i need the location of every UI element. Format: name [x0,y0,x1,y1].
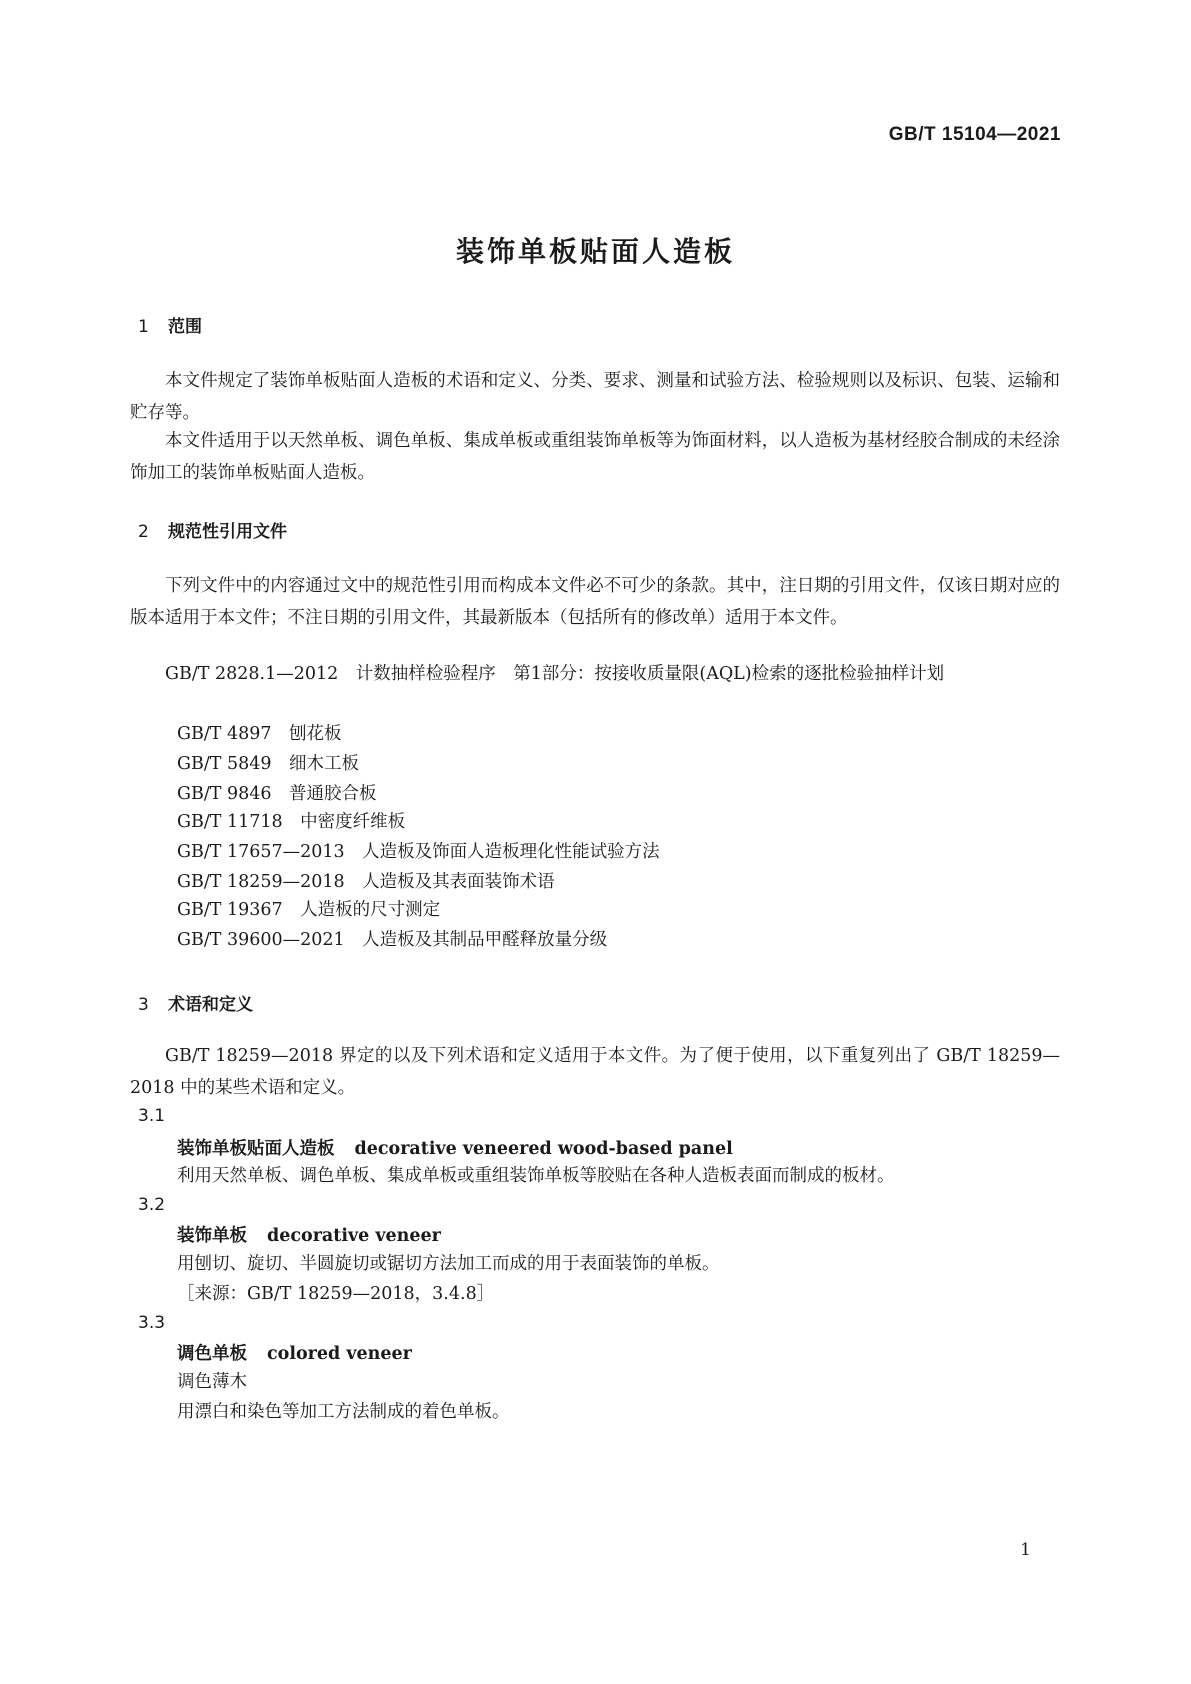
section-number: 2 [138,522,149,542]
term-definition: 用刨切、旋切、半圆旋切或锯切方法加工而成的用于表面装饰的单板。 [177,1254,720,1274]
section-1-heading [138,312,202,337]
section-3-heading [138,990,253,1015]
section-number: 1 [138,317,149,337]
term-heading [177,1340,412,1365]
page-number: 1 [1020,1540,1031,1560]
term-heading [177,1135,733,1160]
reference-item: GB/T 19367 人造板的尺寸测定 [177,900,441,920]
reference-item: GB/T 9846 普通胶合板 [177,784,377,804]
section-1-paragraph-2: 本文件适用于以天然单板、调色单板、集成单板或重组装饰单板等为饰面材料，以人造板为基材经胶合制成的未经涂饰加工的装饰单板贴面人造板。 [130,431,1060,483]
term-heading [177,1222,441,1247]
term-zh: 调色单板 [177,1344,247,1364]
document-title: 装饰单板贴面人造板 [455,235,735,268]
term-zh: 装饰单板贴面人造板 [177,1139,335,1159]
reference-item: GB/T 18259—2018 人造板及其表面装饰术语 [177,872,555,892]
term-alternative: 调色薄木 [177,1372,247,1392]
term-source: ［来源：GB/T 18259—2018，3.4.8］ [177,1284,495,1304]
term-en: decorative veneered wood-based panel [354,1139,733,1159]
term-definition: 用漂白和染色等加工方法制成的着色单板。 [177,1402,510,1422]
reference-item: GB/T 4897 刨花板 [177,724,342,744]
term-zh: 装饰单板 [177,1226,247,1246]
reference-item: GB/T 5849 细木工板 [177,754,360,774]
term-definition: 利用天然单板、调色单板、集成单板或重组装饰单板等胶贴在各种人造板表面而制成的板材。 [177,1166,895,1186]
term-en: decorative veneer [267,1226,441,1246]
section-3-intro: GB/T 18259—2018 界定的以及下列术语和定义适用于本文件。为了便于使用，以下重复列出了 GB/T 18259—2018 中的某些术语和定义。 [130,1046,1060,1098]
section-2-intro: 下列文件中的内容通过文中的规范性引用而构成本文件必不可少的条款。其中，注日期的引用文件，仅该日期对应的版本适用于本文件；不注日期的引用文件，其最新版本（包括所有的修改单）适用于本文件。 [130,576,1060,628]
clause-number: 3.2 [138,1195,166,1215]
section-title: 规范性引用文件 [168,522,287,542]
section-2-heading [138,517,287,542]
section-title: 术语和定义 [168,995,253,1015]
reference-item: GB/T 2828.1—2012 计数抽样检验程序 第1部分：按接收质量限(AQL)检索的逐批检验抽样计划 [165,664,945,684]
reference-item: GB/T 11718 中密度纤维板 [177,812,406,832]
clause-number: 3.3 [138,1313,166,1333]
reference-item: GB/T 39600—2021 人造板及其制品甲醛释放量分级 [177,930,608,950]
reference-item: GB/T 17657—2013 人造板及饰面人造板理化性能试验方法 [177,842,660,862]
standard-number: GB/T 15104—2021 [888,124,1061,145]
term-en: colored veneer [267,1344,412,1364]
section-number: 3 [138,995,149,1015]
section-1-paragraph-1: 本文件规定了装饰单板贴面人造板的术语和定义、分类、要求、测量和试验方法、检验规则以及标识、包装、运输和贮存等。 [130,371,1060,423]
clause-number: 3.1 [138,1106,166,1126]
section-title: 范围 [168,317,202,337]
